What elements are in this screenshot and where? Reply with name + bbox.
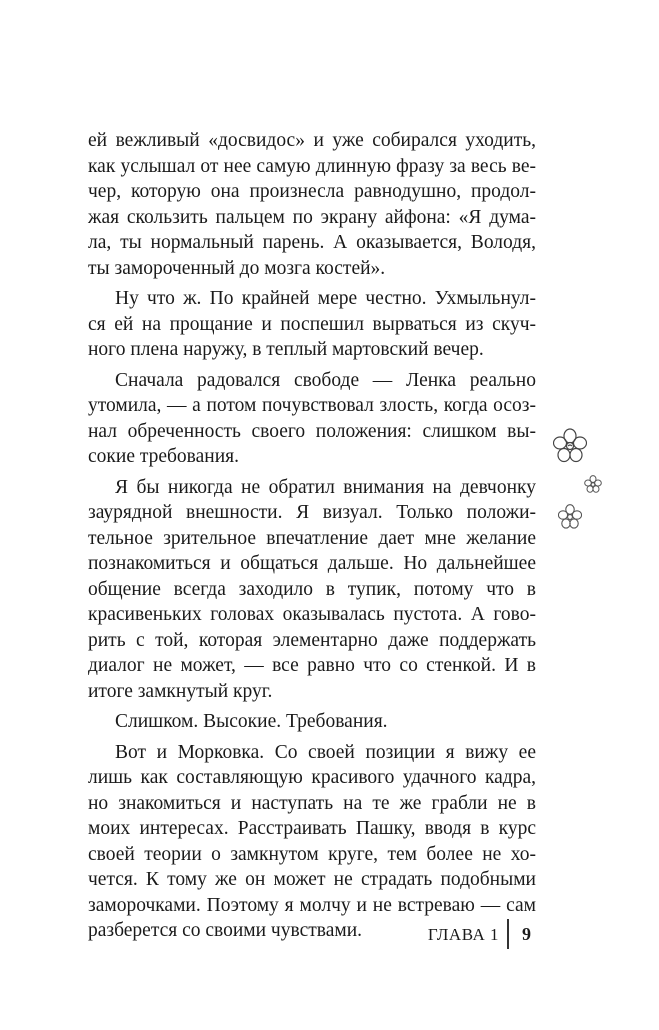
paragraph-1 <box>88 128 536 281</box>
text-line: моих интересах. Расстраивать Пашку, вводя в курс <box>88 818 536 839</box>
chapter-label: ГЛАВА 1 <box>427 925 499 944</box>
footer-divider <box>507 919 509 949</box>
page-footer <box>0 923 659 949</box>
text-line: общение всегда заходило в тупик, потому что в <box>88 578 536 600</box>
flower-small-icon <box>584 475 602 493</box>
text-line: Слишком. Высокие. Требования. <box>115 711 388 732</box>
text-line: своей теории о замкнутом круге, тем более не хо- <box>88 843 536 865</box>
text-line: Я бы никогда не обратил внимания на девчонку <box>115 476 536 498</box>
text-line: чется. К тому же он может не страдать подобными <box>88 869 536 890</box>
text-line: познакомиться и общаться дальше. Но дальнейшее <box>88 553 536 574</box>
text-line: Вот и Морковка. Со своей позиции я вижу ее <box>115 741 536 763</box>
paragraph-6 <box>88 740 536 944</box>
text-line: разберется со своими чувствами. <box>88 920 363 941</box>
text-line: ла, ты нормальный парень. А оказывается, Володя, <box>88 232 536 253</box>
text-line: Ну что ж. По крайней мере честно. Ухмыльнул- <box>115 288 536 309</box>
flower-medium-icon <box>558 504 582 530</box>
text-line: жая скользить пальцем по экрану айфона: «Я дума- <box>88 206 536 228</box>
text-line: сокие требования. <box>88 446 240 467</box>
text-line: диалог не может, — все равно что со стенкой. И в <box>88 655 536 676</box>
text-line: заурядной внешности. Я визуал. Только положи- <box>88 502 536 523</box>
text-line: ты замороченный до мозга костей». <box>88 257 386 279</box>
text-line: ся ей на прощание и поспешил вырваться из скуч- <box>88 313 536 335</box>
paragraph-4 <box>88 475 536 705</box>
text-line: нал обреченность своего положения: слишком вы- <box>88 420 536 442</box>
body-text <box>88 128 536 944</box>
text-line: ей вежливый «досвидос» и уже собирался уходить, <box>88 130 536 151</box>
text-line: заморочками. Поэтому я молчу и не встреваю — сам <box>88 894 536 916</box>
paragraph-2 <box>88 286 536 363</box>
text-line: Сначала радовался свободе — Ленка реально <box>115 369 536 391</box>
text-line: тельное зрительное впечатление дает мне желание <box>88 527 536 549</box>
text-line: чер, которую она произнесла равнодушно, продол- <box>88 181 536 202</box>
text-line: как услышал от нее самую длинную фразу за весь ве- <box>88 155 536 177</box>
paragraph-5 <box>88 709 536 735</box>
text-line: итоге замкнутый круг. <box>88 680 273 702</box>
page-number: 9 <box>522 924 531 944</box>
text-line: красивеньких головах оказывалась пустота. А гово- <box>88 604 536 625</box>
text-line: рить с той, которая элементарно даже поддержать <box>88 629 536 651</box>
paragraph-3 <box>88 368 536 470</box>
text-line: ного плена наружу, в теплый мартовский вечер. <box>88 339 484 360</box>
text-line: утомила, — а потом почувствовал злость, когда осоз- <box>88 395 536 416</box>
text-line: лишь как составляющую красивого удачного кадра, <box>88 767 536 788</box>
flower-large-icon <box>553 428 587 464</box>
text-line: но знакомиться и наступать на те же грабли не в <box>88 792 536 814</box>
